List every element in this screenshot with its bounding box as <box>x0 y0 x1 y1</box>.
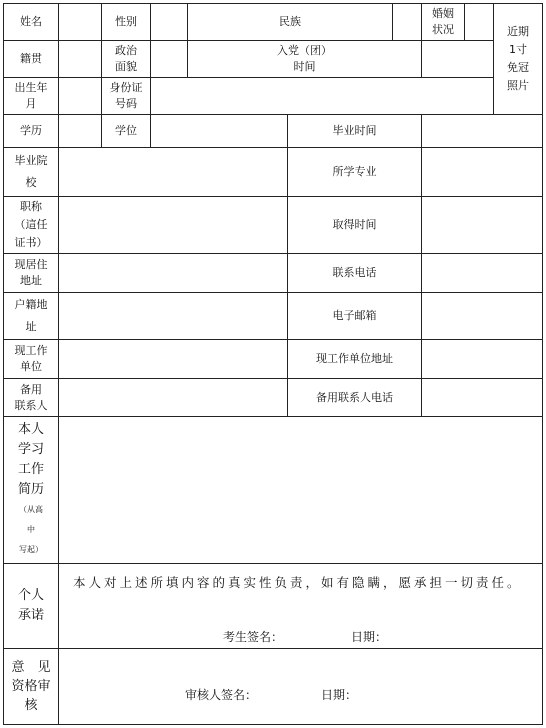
label-household-line2: 址 <box>25 320 37 333</box>
reviewer-signature-label: 审核人签名： <box>185 688 258 702</box>
label-backup-contact-line2: 联系人 <box>14 398 48 412</box>
field-email[interactable] <box>421 292 543 340</box>
field-backup-phone[interactable] <box>421 378 543 417</box>
field-phone[interactable] <box>421 253 543 293</box>
photo-label-line3: 免冠 <box>507 61 529 74</box>
label-birth-line2: 月 <box>25 97 37 110</box>
photo-label-line4: 照片 <box>507 79 529 92</box>
label-birth <box>3 77 59 115</box>
field-grad-time[interactable] <box>421 114 543 148</box>
photo-box[interactable] <box>493 3 543 115</box>
label-resume-line6: 中 <box>27 525 35 534</box>
label-gender <box>101 3 151 41</box>
label-degree <box>101 114 151 148</box>
label-obtained-time <box>287 196 422 254</box>
label-grad-time-text: 毕业时间 <box>332 124 377 137</box>
label-phone-text: 联系电话 <box>332 266 377 279</box>
label-degree-text: 学位 <box>115 124 137 137</box>
label-work-unit-line2: 单位 <box>20 360 42 373</box>
label-school <box>3 147 59 197</box>
label-major-text: 所学专业 <box>332 165 377 178</box>
label-ethnicity-text: 民族 <box>279 15 301 28</box>
label-phone <box>287 253 422 293</box>
label-backup-contact-line1: 备用 <box>20 382 42 396</box>
label-id-number <box>101 77 151 115</box>
field-birth[interactable] <box>58 77 102 115</box>
label-school-line2: 校 <box>25 176 37 189</box>
label-marital <box>421 3 465 41</box>
photo-label-line1: 近期 <box>507 25 529 38</box>
label-resume-line3: 工作 <box>17 462 44 477</box>
label-resume-line7: 写起） <box>19 545 43 554</box>
label-resume-line5: （从高 <box>19 505 43 514</box>
field-obtained-time[interactable] <box>421 196 543 254</box>
label-education <box>3 114 59 148</box>
label-title-line3: 证书） <box>14 236 48 249</box>
label-resume-line1: 本人 <box>17 422 44 437</box>
field-native-place[interactable] <box>58 40 102 78</box>
label-gender-text: 性别 <box>115 15 137 28</box>
label-party-join <box>187 40 422 78</box>
label-name-text: 姓名 <box>20 15 42 28</box>
label-political <box>101 40 151 78</box>
pledge-statement: 本人对上述所填内容的真实性负责，如有隐瞒，愿承担一切责任。 <box>73 575 523 590</box>
label-review <box>3 648 59 725</box>
label-household-line1: 户籍地 <box>14 298 48 311</box>
label-obtained-time-text: 取得时间 <box>332 218 377 231</box>
label-residence-line1: 现居住 <box>14 258 48 271</box>
field-party-join[interactable] <box>421 40 494 78</box>
field-ethnicity[interactable] <box>392 3 422 41</box>
label-title-line1: 职称 <box>20 200 42 213</box>
label-pledge <box>3 563 59 649</box>
label-name <box>3 3 59 41</box>
label-party-join-line2: 时间 <box>293 60 316 73</box>
label-residence <box>3 253 59 293</box>
label-native-place-text: 籍贯 <box>20 52 42 65</box>
field-political[interactable] <box>150 40 188 78</box>
label-political-line1: 政治 <box>115 44 137 57</box>
field-name[interactable] <box>58 3 102 41</box>
photo-label-line2: 1寸 <box>509 43 527 56</box>
label-id-line2: 号码 <box>115 97 137 110</box>
label-review-line2: 资格审 <box>11 679 51 694</box>
field-title[interactable] <box>58 196 288 254</box>
label-marital-line2: 状况 <box>432 23 454 36</box>
field-residence[interactable] <box>58 253 288 293</box>
label-email <box>287 292 422 340</box>
field-resume[interactable] <box>58 416 543 564</box>
label-resume <box>3 416 59 564</box>
candidate-signature-label: 考生签名： <box>223 630 284 644</box>
label-party-join-line1: 入党（团） <box>277 44 332 57</box>
field-work-unit[interactable] <box>58 339 288 379</box>
label-review-line3: 核 <box>24 698 38 713</box>
field-degree[interactable] <box>150 114 288 148</box>
label-work-unit-line1: 现工作 <box>14 344 48 357</box>
label-native-place <box>3 40 59 78</box>
field-work-address[interactable] <box>421 339 543 379</box>
field-id-number[interactable] <box>150 77 494 115</box>
label-major <box>287 147 422 197</box>
field-education[interactable] <box>58 114 102 148</box>
label-work-unit <box>3 339 59 379</box>
review-area <box>58 648 543 725</box>
field-marital[interactable] <box>464 3 494 41</box>
label-grad-time <box>287 114 422 148</box>
label-backup-contact <box>3 378 59 417</box>
label-education-text: 学历 <box>20 124 42 137</box>
label-work-address-text: 现工作单位地址 <box>316 352 393 365</box>
label-ethnicity <box>187 3 393 41</box>
label-pledge-line1: 个人 <box>17 588 44 603</box>
label-title-line2: （這任 <box>14 218 48 231</box>
field-backup-contact[interactable] <box>58 378 288 417</box>
label-id-line1: 身份证 <box>109 81 143 94</box>
label-work-address <box>287 339 422 379</box>
field-gender[interactable] <box>150 3 188 41</box>
label-marital-line1: 婚姻 <box>432 7 454 20</box>
label-backup-phone-text: 备用联系人电话 <box>316 390 393 404</box>
field-school[interactable] <box>58 147 288 197</box>
label-pledge-line2: 承诺 <box>17 608 44 623</box>
reviewer-date-label: 日期： <box>321 688 358 702</box>
label-title <box>3 196 59 254</box>
label-household <box>3 292 59 340</box>
label-political-line2: 面貌 <box>115 60 137 73</box>
label-email-text: 电子邮箱 <box>332 309 377 322</box>
pledge-area <box>58 563 543 649</box>
label-backup-phone <box>287 378 422 417</box>
field-household[interactable] <box>58 292 288 340</box>
field-major[interactable] <box>421 147 543 197</box>
label-school-line1: 毕业院 <box>14 154 48 167</box>
label-residence-line2: 地址 <box>20 274 42 287</box>
label-birth-line1: 出生年 <box>14 81 48 94</box>
candidate-date-label: 日期： <box>351 630 388 644</box>
label-resume-line4: 简历 <box>17 482 44 497</box>
label-resume-line2: 学习 <box>17 442 44 457</box>
label-review-line1: 意 见 <box>11 660 51 675</box>
